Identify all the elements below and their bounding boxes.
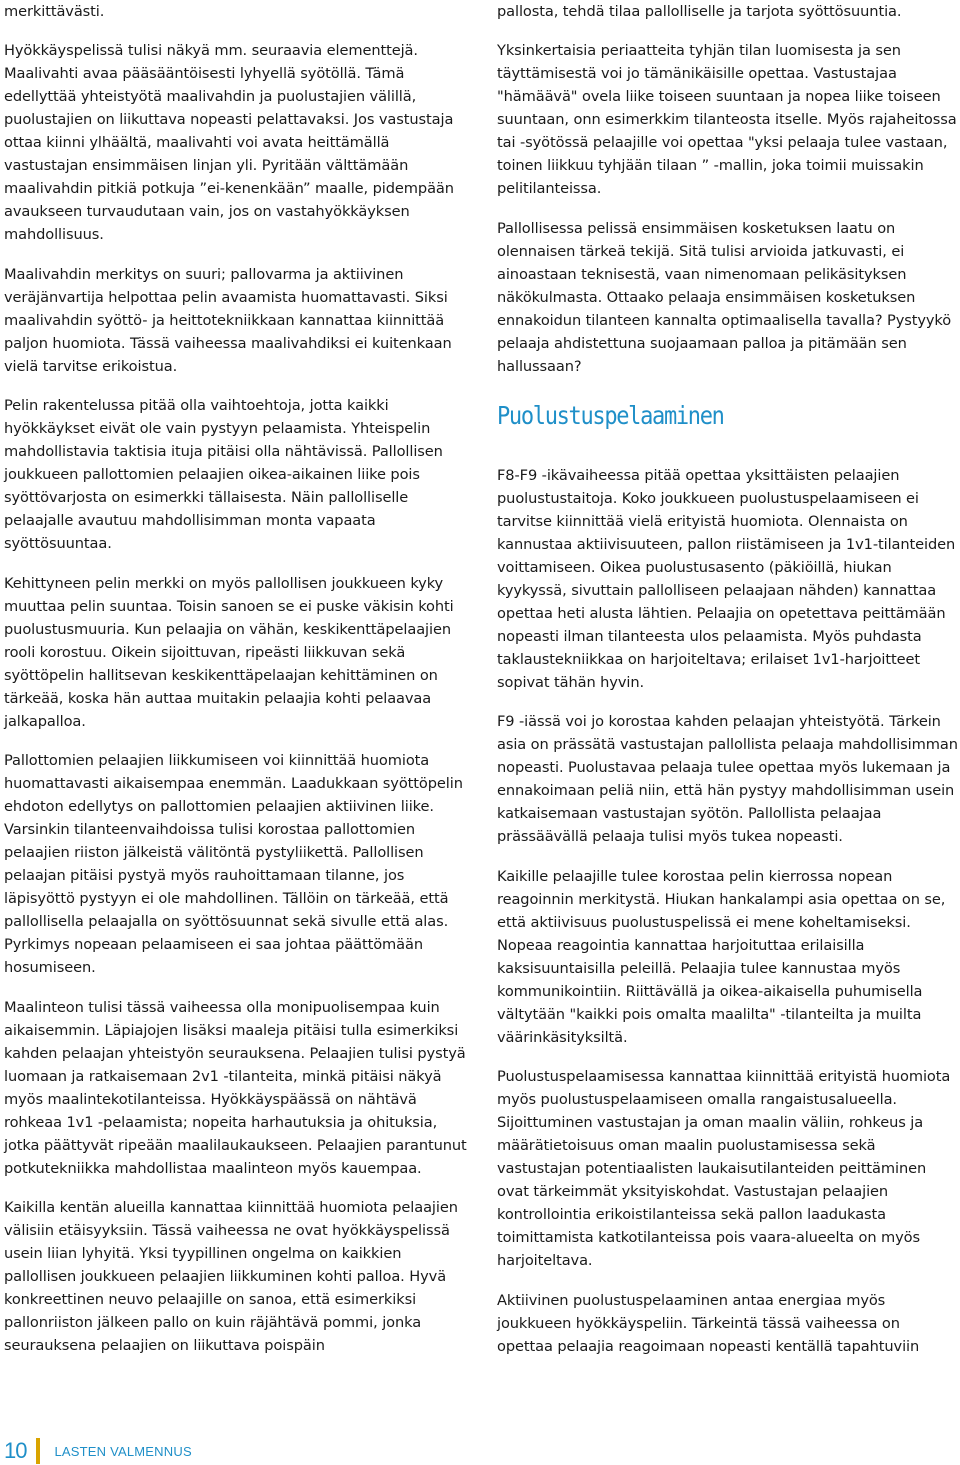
paragraph: pallosta, tehdä tilaa pallolliselle ja tarjota syöttösuuntia. bbox=[497, 3, 902, 20]
paragraph: Kehittyneen pelin merkki on myös pallollisen joukkueen kyky muuttaa pelin suuntaa. Toisin sanoen se ei puske väkisin kohti puolustusmuuria. Kun pelaajia on vähän, keskikenttäpelaajien rooli korostuu. Oikein sijoittuvan, ripeästi liikkuvan sekä syöttöpelin hallitsevan keskikenttäpelaajan kehittäminen on tärkeää, koska hän auttaa muitakin pelaajia kohti pelaavaa jalkapalloa. bbox=[4, 574, 454, 730]
left-column bbox=[4, 0, 470, 1374]
paragraph: Maalinteon tulisi tässä vaiheessa olla monipuolisempaa kuin aikaisemmin. Läpiajojen lisäksi maaleja pitäisi tulla esimerkiksi kahden pelaajan yhteistyön seurauksena. Pelaajien tulisi pystyä luomaan ja ratkaisemaan 2v1 -tilanteita, minkä pitäisi näkyä myös maalintekotilanteissa. Hyökkäyspäässä on nähtävä rohkeaa 1v1 -pelaamista; nopeita harhautuksia ja ohituksia, jotka päättyvät ripeään maalilaukaukseen. Pelaajien parantunut potkutekniikka mahdollistaa maalinteon myös kauempaa. bbox=[4, 998, 467, 1177]
paragraph: Yksinkertaisia periaatteita tyhjän tilan luomisesta ja sen täyttämisestä voi jo tämänikäisille opettaa. Vastustajaa "hämäävä" ovela liike toiseen suuntaan ja nopea liike toiseen suuntaan, onn esimerkkim tilanteosta itselle. Myös rajaheitossa tai -syötössä pelaajille voi opettaa "yksi pelaaja tulee vastaan, toinen liikkuu tyhjään tilaan ” -mallin, joka toimii muissakin pelitilanteissa. bbox=[497, 42, 957, 197]
paragraph: Hyökkäyspelissä tulisi näkyä mm. seuraavia elementtejä. Maalivahti avaa pääsääntöisesti lyhyellä syötöllä. Tämä edellyttää yhteistyötä maalivahdin ja puolustajien välillä, puolustajien on liikuttava nopeasti pelattavaksi. Jos vastustaja ottaa kiinni ylhäältä, maalivahti voi avata heittämällä vastustajan ensimmäisen linjan yli. Pyritään välttämään maalivahdin pitkiä potkuja ”ei-kenenkään” maalle, pidempään avaukseen turvaudutaan vain, jos on vastahyökkäyksen mahdollisuus. bbox=[4, 42, 454, 243]
publication-name: LASTEN VALMENNUS bbox=[54, 1443, 192, 1459]
section-heading: Puolustuspelaaminen bbox=[497, 400, 724, 430]
page-number: 10 bbox=[4, 1438, 27, 1463]
paragraph: Kaikille pelaajille tulee korostaa pelin kierrossa nopean reagoinnin merkitystä. Hiukan hankalampi asia opettaa on se, että aktiivisuus puolustuspelissä ei mene koheltamiseksi. Nopeaa reagointia kannattaa harjoituttaa erilaisilla kaksisuuntaisilla peleillä. Pelaajia tulee kannustaa myös kommunikointiin. Riittävällä ja oikea-aikaisella puhumisella vältytään "kaikki pois omalta maalilta" -tilanteilta ja muilta väärinkäsityksiltä. bbox=[497, 867, 946, 1046]
paragraph: Maalivahdin merkitys on suuri; pallovarma ja aktiivinen veräjänvartija helpottaa pelin avaamista huomattavasti. Siksi maalivahdin syöttö- ja heittotekniikkaan kannattaa kiinnittää paljon huomiota. Tässä vaiheessa maalivahdiksi ei kuitenkaan vielä tarvitse erikoistua. bbox=[4, 265, 452, 375]
paragraph: Pallottomien pelaajien liikkumiseen voi kiinnittää huomiota huomattavasti aikaisempaa enemmän. Laadukkaan syöttöpelin ehdoton edellytys on pallottomien pelaajien aktiivinen liike. Varsinkin tilanteenvaihdoissa tulisi korostaa pallottomien pelaajien riiston jälkeistä välitöntä pystyliikettä. Pallollisen pelaajan pitäisi pystyä myös rauhoittamaan tilanne, jos läpisyöttö pystyyn ei ole mahdollinen. Tällöin on tärkeää, että pallollisella pelaajalla on syöttösuunnat sekä sivulle että alas. Pyrkimys nopeaan pelaamiseen ei saa johtaa päättömään hosumiseen. bbox=[4, 752, 463, 976]
paragraph: Pallollisessa pelissä ensimmäisen kosketuksen laatu on olennaisen tärkeä tekijä. Sitä tulisi arvioida jatkuvasti, ei ainoastaan teknisestä, vaan nimenomaan pelikäsityksen näkökulmasta. Ottaako pelaaja ensimmäisen kosketuksen ennakoidun tilanteen kannalta optimaalisella tavalla? Pystyykö pelaaja ahdistettuna suojaamaan palloa ja pitämään sen hallussaan? bbox=[497, 219, 952, 375]
paragraph: Pelin rakentelussa pitää olla vaihtoehtoja, jotta kaikki hyökkäykset eivät ole vain pystyyn pelaamista. Yhteispelin mahdollistavia taktisia ituja pitäisi olla nähtävissä. Pallollisen joukkueen pallottomien pelaajien oikea-aikainen liike pois syöttövarjosta on esimerkki tällaisesta. Näin pallolliselle pelaajalle avautuu mahdollisimman monta vapaata syöttösuuntaa. bbox=[4, 397, 443, 552]
footer-divider bbox=[36, 1438, 40, 1464]
paragraph: F8-F9 -ikävaiheessa pitää opettaa yksittäisten pelaajien puolustustaitoja. Koko joukkueen puolustuspelaamiseen ei tarvitse kiinnittää vielä erityistä huomiota. Olennaista on kannustaa aktiivisuuteen, pallon riistämiseen ja 1v1-tilanteiden voittamiseen. Oikea puolustusasento (päkiöillä, hiukan kyykyssä, sivuttain pallolliseen pelaajaan nähden) kannattaa opettaa heti alusta lähtien. Pelaajia on opetettava peittämään nopeasti ilman tilanteesta ulos pelaamista. Myös puhdasta taklaustekniikkaa on harjoiteltava; erilaiset 1v1-harjoitteet sopivat tähän hyvin. bbox=[497, 466, 956, 691]
right-column bbox=[497, 0, 959, 1374]
paragraph: Puolustuspelaamisessa kannattaa kiinnittää erityistä huomiota myös puolustuspelaamiseen omalla rangaistusalueella. Sijoittuminen vastustajan ja oman maalin väliin, rohkeus ja määrätietoisuus oman maalin puolustamisessa sekä vastustajan potentiaalisten laukaisutilanteiden peittäminen ovat tärkeimmät yksityiskohdat. Vastustajan pelaajien kontrollointia erikoistilanteissa sekä pallon laadukasta toimittamista katkotilanteissa pois vaara-alueelta on myös harjoiteltava. bbox=[497, 1068, 951, 1269]
paragraph: F9 -iässä voi jo korostaa kahden pelaajan yhteistyötä. Tärkein asia on prässätä vastustajan pallollista pelaaja mahdollisimman nopeasti. Puolustavaa pelaaja tulee opettaa myös lukemaan ja ennakoimaan peliä niin, että hän pystyy mahdollisimman usein katkaisemaan vastustajan syötön. Pallollista pelaajaa prässäävällä pelaaja tulisi myös tukea nopeasti. bbox=[497, 713, 958, 845]
paragraph: Kaikilla kentän alueilla kannattaa kiinnittää huomiota pelaajien välisiin etäisyyksiin. Tässä vaiheessa ne ovat hyökkäyspelissä usein liian lyhyitä. Yksi tyypillinen ongelma on kaikkien pallollisen joukkueen pelaajien liikkuminen kohti palloa. Hyvä konkreettinen neuvo pelaajille on sanoa, että esimerkiksi pallonriiston jälkeen pallo on kuin räjähtävä pommi, jonka seurauksena pelaajien on liikuttava poispäin bbox=[4, 1199, 458, 1354]
page-footer bbox=[4, 1437, 192, 1465]
paragraph: Aktiivinen puolustuspelaaminen antaa energiaa myös joukkueen hyökkäyspeliin. Tärkeintä tässä vaiheessa on opettaa pelaajia reagoimaan nopeasti kentällä tapahtuviin bbox=[497, 1291, 920, 1355]
paragraph: merkittävästi. bbox=[4, 3, 105, 20]
